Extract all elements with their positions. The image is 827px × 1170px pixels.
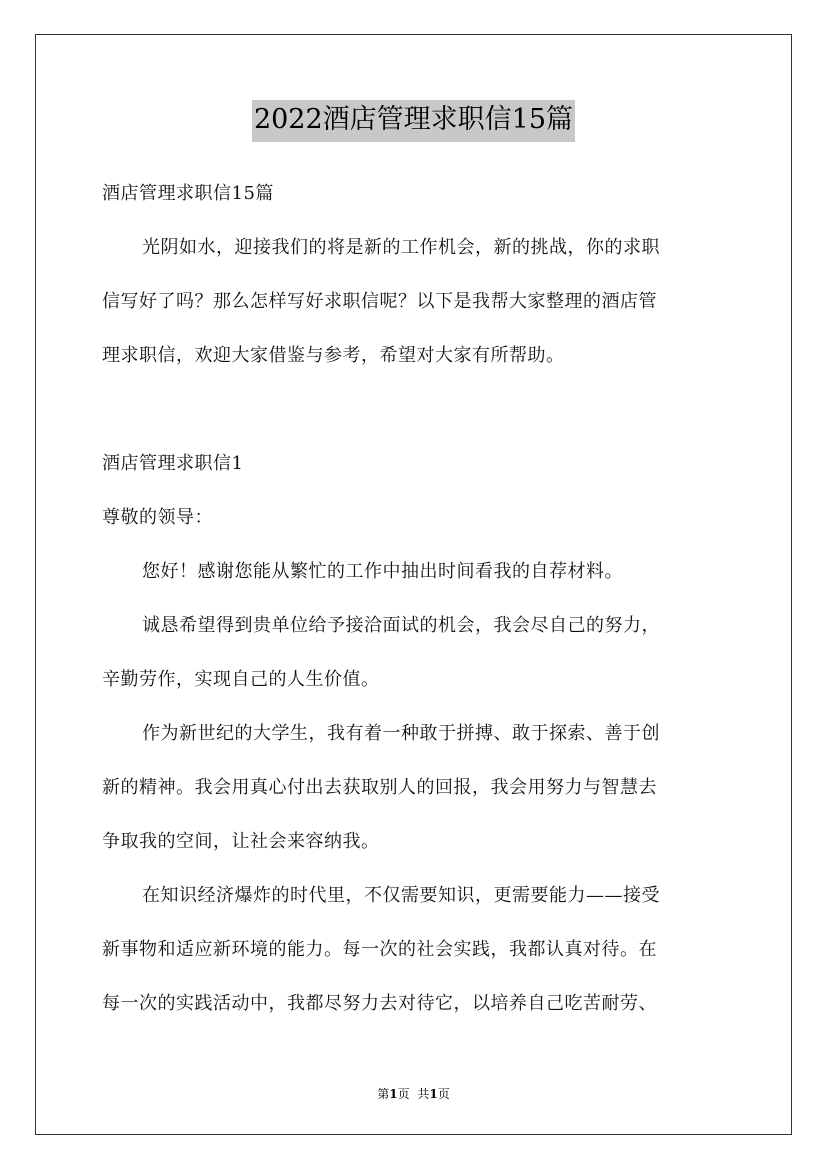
salutation: 尊敬的领导： [102, 507, 213, 528]
body-line: 辛勤劳作，实现自己的人生价值。 [102, 669, 380, 690]
body-line: 在知识经济爆炸的时代里，不仅需要知识，更需要能力——接受 [142, 885, 660, 906]
intro-line: 光阴如水，迎接我们的将是新的工作机会，新的挑战，你的求职 [142, 237, 660, 258]
body-line: 每一次的实践活动中，我都尽努力去对待它，以培养自己吃苦耐劳、 [102, 993, 657, 1014]
subtitle: 酒店管理求职信15篇 [102, 183, 274, 204]
body-line: 诚恳希望得到贵单位给予接洽面试的机会，我会尽自己的努力， [142, 615, 660, 636]
footer-total-suffix: 页 [437, 1087, 450, 1101]
document-title: 2022酒店管理求职信15篇 [252, 100, 575, 142]
footer-total-prefix: 共 [417, 1087, 430, 1101]
intro-line: 信写好了吗？那么怎样写好求职信呢？以下是我帮大家整理的酒店管 [102, 291, 657, 312]
footer-page-suffix: 页 [397, 1087, 410, 1101]
body-line: 新的精神。我会用真心付出去获取别人的回报，我会用努力与智慧去 [102, 777, 657, 798]
section-heading: 酒店管理求职信1 [102, 453, 244, 474]
title-container [0, 100, 827, 142]
page-footer [0, 1085, 827, 1102]
body-line: 争取我的空间，让社会来容纳我。 [102, 831, 380, 852]
footer-prefix: 第 [377, 1087, 390, 1101]
intro-line: 理求职信，欢迎大家借鉴与参考，希望对大家有所帮助。 [102, 345, 565, 366]
body-line: 作为新世纪的大学生，我有着一种敢于拼搏、敢于探索、善于创 [142, 723, 660, 744]
body-line: 新事物和适应新环境的能力。每一次的社会实践，我都认真对待。在 [102, 939, 657, 960]
footer-total-pages: 1 [429, 1087, 438, 1101]
body-line: 您好！感谢您能从繁忙的工作中抽出时间看我的自荐材料。 [142, 561, 623, 582]
footer-page-number: 1 [389, 1087, 398, 1101]
